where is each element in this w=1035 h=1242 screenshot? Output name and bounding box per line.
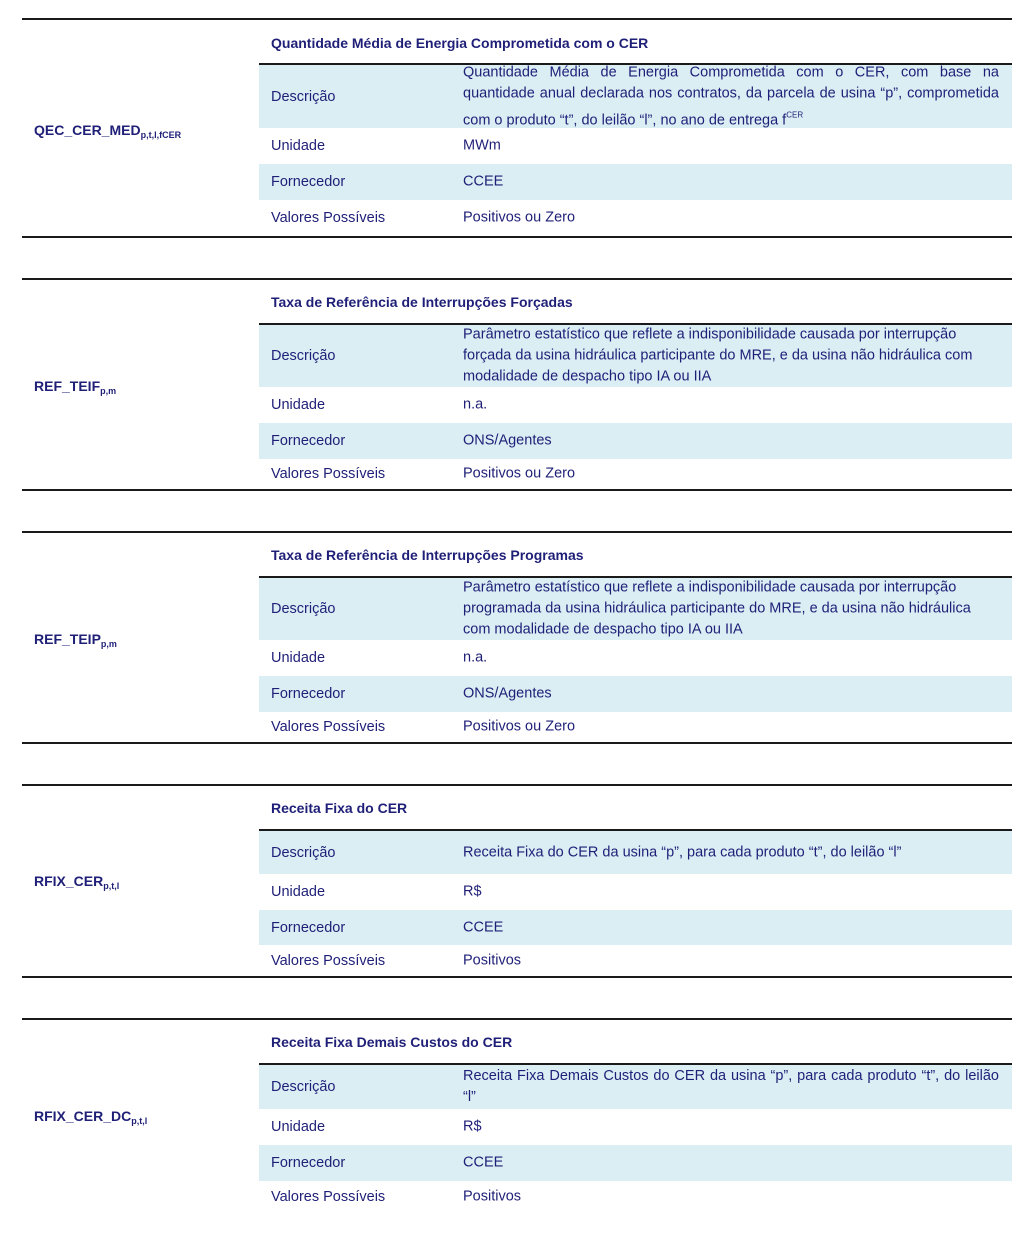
label-unidade: Unidade xyxy=(271,650,326,666)
label-descricao: Descrição xyxy=(271,601,336,617)
value-unidade: n.a. xyxy=(463,649,488,666)
label-fornecedor: Fornecedor xyxy=(271,686,346,702)
bottom-rule xyxy=(22,489,1012,491)
value-valores: Positivos ou Zero xyxy=(463,209,576,226)
variable-block-ref-teif xyxy=(22,278,1012,492)
value-valores: Positivos ou Zero xyxy=(463,465,576,482)
row-unidade xyxy=(259,1109,1012,1145)
label-descricao: Descrição xyxy=(271,88,336,105)
label-fornecedor: Fornecedor xyxy=(271,919,346,936)
bottom-rule xyxy=(22,236,1012,238)
label-descricao: Descrição xyxy=(271,348,336,364)
variable-block-qec-cer-med xyxy=(22,18,1012,240)
bottom-rule xyxy=(22,976,1012,978)
row-fornecedor xyxy=(259,676,1012,712)
variable-title: Receita Fixa Demais Custos do CER xyxy=(271,1034,513,1050)
value-descricao: Receita Fixa do CER da usina “p”, para cada produto “t”, do leilão “l” xyxy=(463,844,902,860)
value-descricao: Parâmetro estatístico que reflete a indisponibilidade causada por interrupção programada da usina hidráulica participante do MRE, e da usina não hidráulica com modalidade de despacho tipo IA ou IIA xyxy=(463,579,971,638)
row-descricao xyxy=(259,65,1012,128)
row-descricao xyxy=(259,831,1012,874)
row-fornecedor xyxy=(259,423,1012,459)
variable-title: Receita Fixa do CER xyxy=(271,800,408,816)
variable-name: $RFIX\_CER\_DC_{p,t,l}$ xyxy=(34,1108,148,1126)
variable-block-rfix-cer-dc xyxy=(22,1018,1012,1218)
row-unidade xyxy=(259,128,1012,164)
label-unidade: Unidade xyxy=(271,397,326,413)
variable-name: $REF\_TEIP_{p,m}$ xyxy=(34,631,117,649)
value-unidade: n.a. xyxy=(463,396,488,413)
label-fornecedor: Fornecedor xyxy=(271,433,346,449)
row-fornecedor xyxy=(259,910,1012,945)
label-valores: Valores Possíveis xyxy=(271,210,386,226)
variable-block-rfix-cer xyxy=(22,784,1012,979)
row-unidade xyxy=(259,640,1012,676)
row-unidade xyxy=(259,874,1012,910)
value-unidade: R$ xyxy=(463,1118,482,1135)
row-valores xyxy=(259,459,1012,489)
label-fornecedor: Fornecedor xyxy=(271,1155,346,1171)
label-unidade: Unidade xyxy=(271,138,326,154)
top-rule xyxy=(22,278,1012,280)
variable-name: $QEC\_CER\_MED_{p,t,l,fCER}$ xyxy=(34,122,182,140)
value-fornecedor: ONS/Agentes xyxy=(463,432,552,449)
row-descricao xyxy=(259,578,1012,640)
value-descricao: Parâmetro estatístico que reflete a indisponibilidade causada por interrupção forçada da usina hidráulica participante do MRE, e da usina não hidráulica com modalidade de despacho tipo IA ou IIA xyxy=(463,326,973,385)
value-valores: Positivos ou Zero xyxy=(463,718,576,735)
top-rule xyxy=(22,784,1012,786)
value-descricao: Receita Fixa Demais Custos do CER da usina “p”, para cada produto “t”, do leilão “l” xyxy=(463,1068,999,1105)
label-descricao: Descrição xyxy=(271,1079,336,1095)
value-fornecedor: CCEE xyxy=(463,919,504,935)
row-valores xyxy=(259,712,1012,742)
variable-title: Quantidade Média de Energia Comprometida com o CER xyxy=(271,35,649,51)
bottom-rule xyxy=(22,742,1012,744)
value-valores: Positivos xyxy=(463,952,522,968)
value-fornecedor: ONS/Agentes xyxy=(463,685,552,702)
row-descricao xyxy=(259,325,1012,387)
row-fornecedor xyxy=(259,164,1012,200)
value-valores: Positivos xyxy=(463,1188,522,1205)
label-valores: Valores Possíveis xyxy=(271,719,386,735)
label-valores: Valores Possíveis xyxy=(271,466,386,482)
top-rule xyxy=(22,531,1012,533)
row-valores xyxy=(259,1181,1012,1213)
variable-block-ref-teip xyxy=(22,531,1012,745)
variable-title: Taxa de Referência de Interrupções Forçadas xyxy=(271,294,573,310)
row-fornecedor xyxy=(259,1145,1012,1181)
label-valores: Valores Possíveis xyxy=(271,952,386,969)
label-descricao: Descrição xyxy=(271,844,336,861)
label-unidade: Unidade xyxy=(271,1119,326,1135)
top-rule xyxy=(22,18,1012,20)
value-descricao: Quantidade Média de Energia Comprometida com o CER, com base na quantidade anual declarada nos contratos, da parcela de usina “p”, comprometida com o produto “t”, do leilão “l”, no ano de entrega $f^{CER}$ xyxy=(463,64,999,128)
row-unidade xyxy=(259,387,1012,423)
variable-name: $RFIX\_CER_{p,t,l}$ xyxy=(34,873,120,891)
row-descricao xyxy=(259,1065,1012,1109)
value-unidade: R$ xyxy=(463,883,482,900)
label-valores: Valores Possíveis xyxy=(271,1189,386,1205)
variable-name: $REF\_TEIF_{p,m}$ xyxy=(34,378,117,396)
top-rule xyxy=(22,1018,1012,1020)
variable-title: Taxa de Referência de Interrupções Programas xyxy=(271,547,584,563)
value-fornecedor: CCEE xyxy=(463,1154,504,1171)
value-fornecedor: CCEE xyxy=(463,173,504,190)
label-fornecedor: Fornecedor xyxy=(271,174,346,190)
row-valores xyxy=(259,200,1012,236)
label-unidade: Unidade xyxy=(271,884,326,900)
row-valores xyxy=(259,945,1012,976)
value-unidade: MWm xyxy=(463,137,501,154)
